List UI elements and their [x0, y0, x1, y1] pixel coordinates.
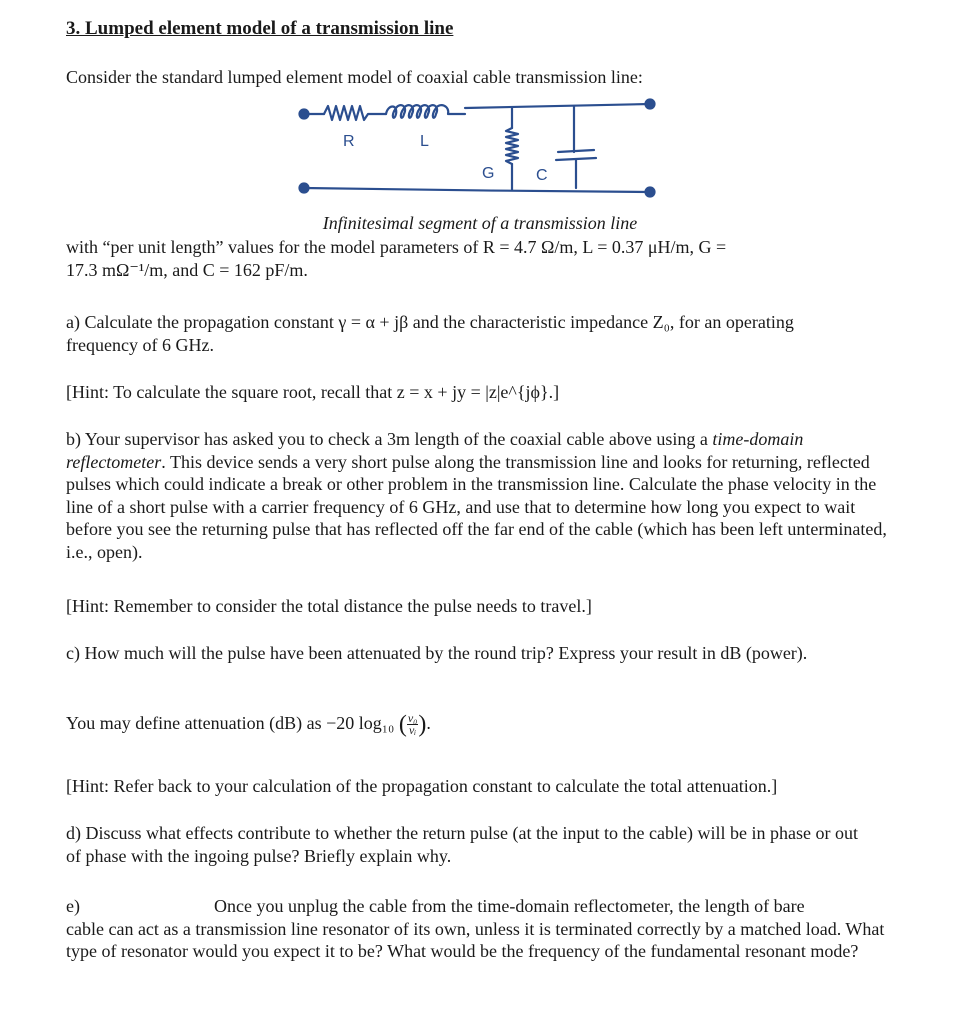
inductor-symbol [386, 105, 465, 118]
intro-text: Consider the standard lumped element model of coaxial cable transmission line: [66, 67, 643, 87]
label-C: C [536, 167, 548, 184]
top-wire-right [465, 104, 650, 108]
parameters-line-1: with “per unit length” values for the model parameters of R = 4.7 Ω/m, L = 0.37 μH/m, G = [66, 237, 727, 257]
label-L: L [420, 133, 429, 150]
part-d-question: d) Discuss what effects contribute to whether the return pulse (at the input to the cable) will be in phase or out of phase with the ingoing pulse? Briefly explain why. [66, 823, 858, 866]
attenuation-definition-text: You may define attenuation (dB) as −20 log₁₀ [66, 713, 395, 733]
terminal-bottom-right [646, 188, 655, 197]
parameters-text [66, 236, 896, 281]
conductance-symbol [506, 128, 518, 164]
part-b-question [66, 428, 891, 563]
part-a-question: a) Calculate the propagation constant γ = α + jβ and the characteristic impedance Z₀, for an operating frequency of 6 GHz. [66, 312, 794, 355]
part-e-text-first: Once you unplug the cable from the time-domain reflectometer, the length of bare [214, 896, 805, 916]
label-G: G [482, 165, 495, 182]
part-b-text-italic: time-domain reflectometer [66, 429, 804, 472]
part-b-text-post: . This device sends a very short pulse along the transmission line and looks for returning, reflected pulses which could indicate a break or other problem in the transmission line. Calculate the phase velocity in the line of a short pulse with a carrier frequency of 6 GHz, and use that to determine how long you expect to wait before you see the returning pulse that has reflected off the far end of the cable (which has been left unterminated, i.e., open). [66, 451, 887, 562]
label-R: R [343, 133, 355, 150]
part-a-hint: [Hint: To calculate the square root, recall that z = x + jy = |z|e^{jϕ}.] [66, 382, 560, 402]
fraction-denominator: vᵢ [408, 723, 417, 738]
attenuation-definition-end: . [426, 713, 431, 733]
part-e-first-line [66, 895, 896, 918]
resistor-symbol [324, 106, 386, 120]
capacitor-plate-top [558, 150, 594, 152]
part-b-text-pre: b) Your supervisor has asked you to check a 3m length of the coaxial cable above using a [66, 429, 713, 449]
part-b-hint: [Hint: Remember to consider the total distance the pulse needs to travel.] [66, 596, 592, 616]
part-e-question [66, 895, 896, 963]
fraction-numerator: v₀ [407, 711, 418, 726]
part-c-hint: [Hint: Refer back to your calculation of the propagation constant to calculate the total attenuation.] [66, 776, 778, 796]
voltage-ratio-fraction [407, 713, 419, 736]
part-e-text-rest: cable can act as a transmission line resonator of its own, unless it is terminated correctly by a matched load. What type of resonator would you expect it to be? What would be the frequency of the fundamental resonant mode? [66, 918, 885, 961]
terminal-top-right [646, 100, 655, 109]
lumped-element-circuit-diagram [290, 92, 670, 208]
section-title: 3. Lumped element model of a transmission line [66, 18, 454, 39]
figure-caption: Infinitesimal segment of a transmission line [322, 213, 638, 233]
parameters-line-2: 17.3 mΩ⁻¹/m, and C = 162 pF/m. [66, 259, 308, 280]
attenuation-definition: You may define attenuation (dB) as −20 log₁₀ ( $\frac{\text{v₀}}{\text{vᵢ}}$ ). [66, 711, 431, 738]
bottom-wire [304, 188, 650, 192]
part-c-question: c) How much will the pulse have been attenuated by the round trip? Express your result in dB (power). [66, 643, 808, 663]
part-e-label: e) [66, 896, 80, 916]
